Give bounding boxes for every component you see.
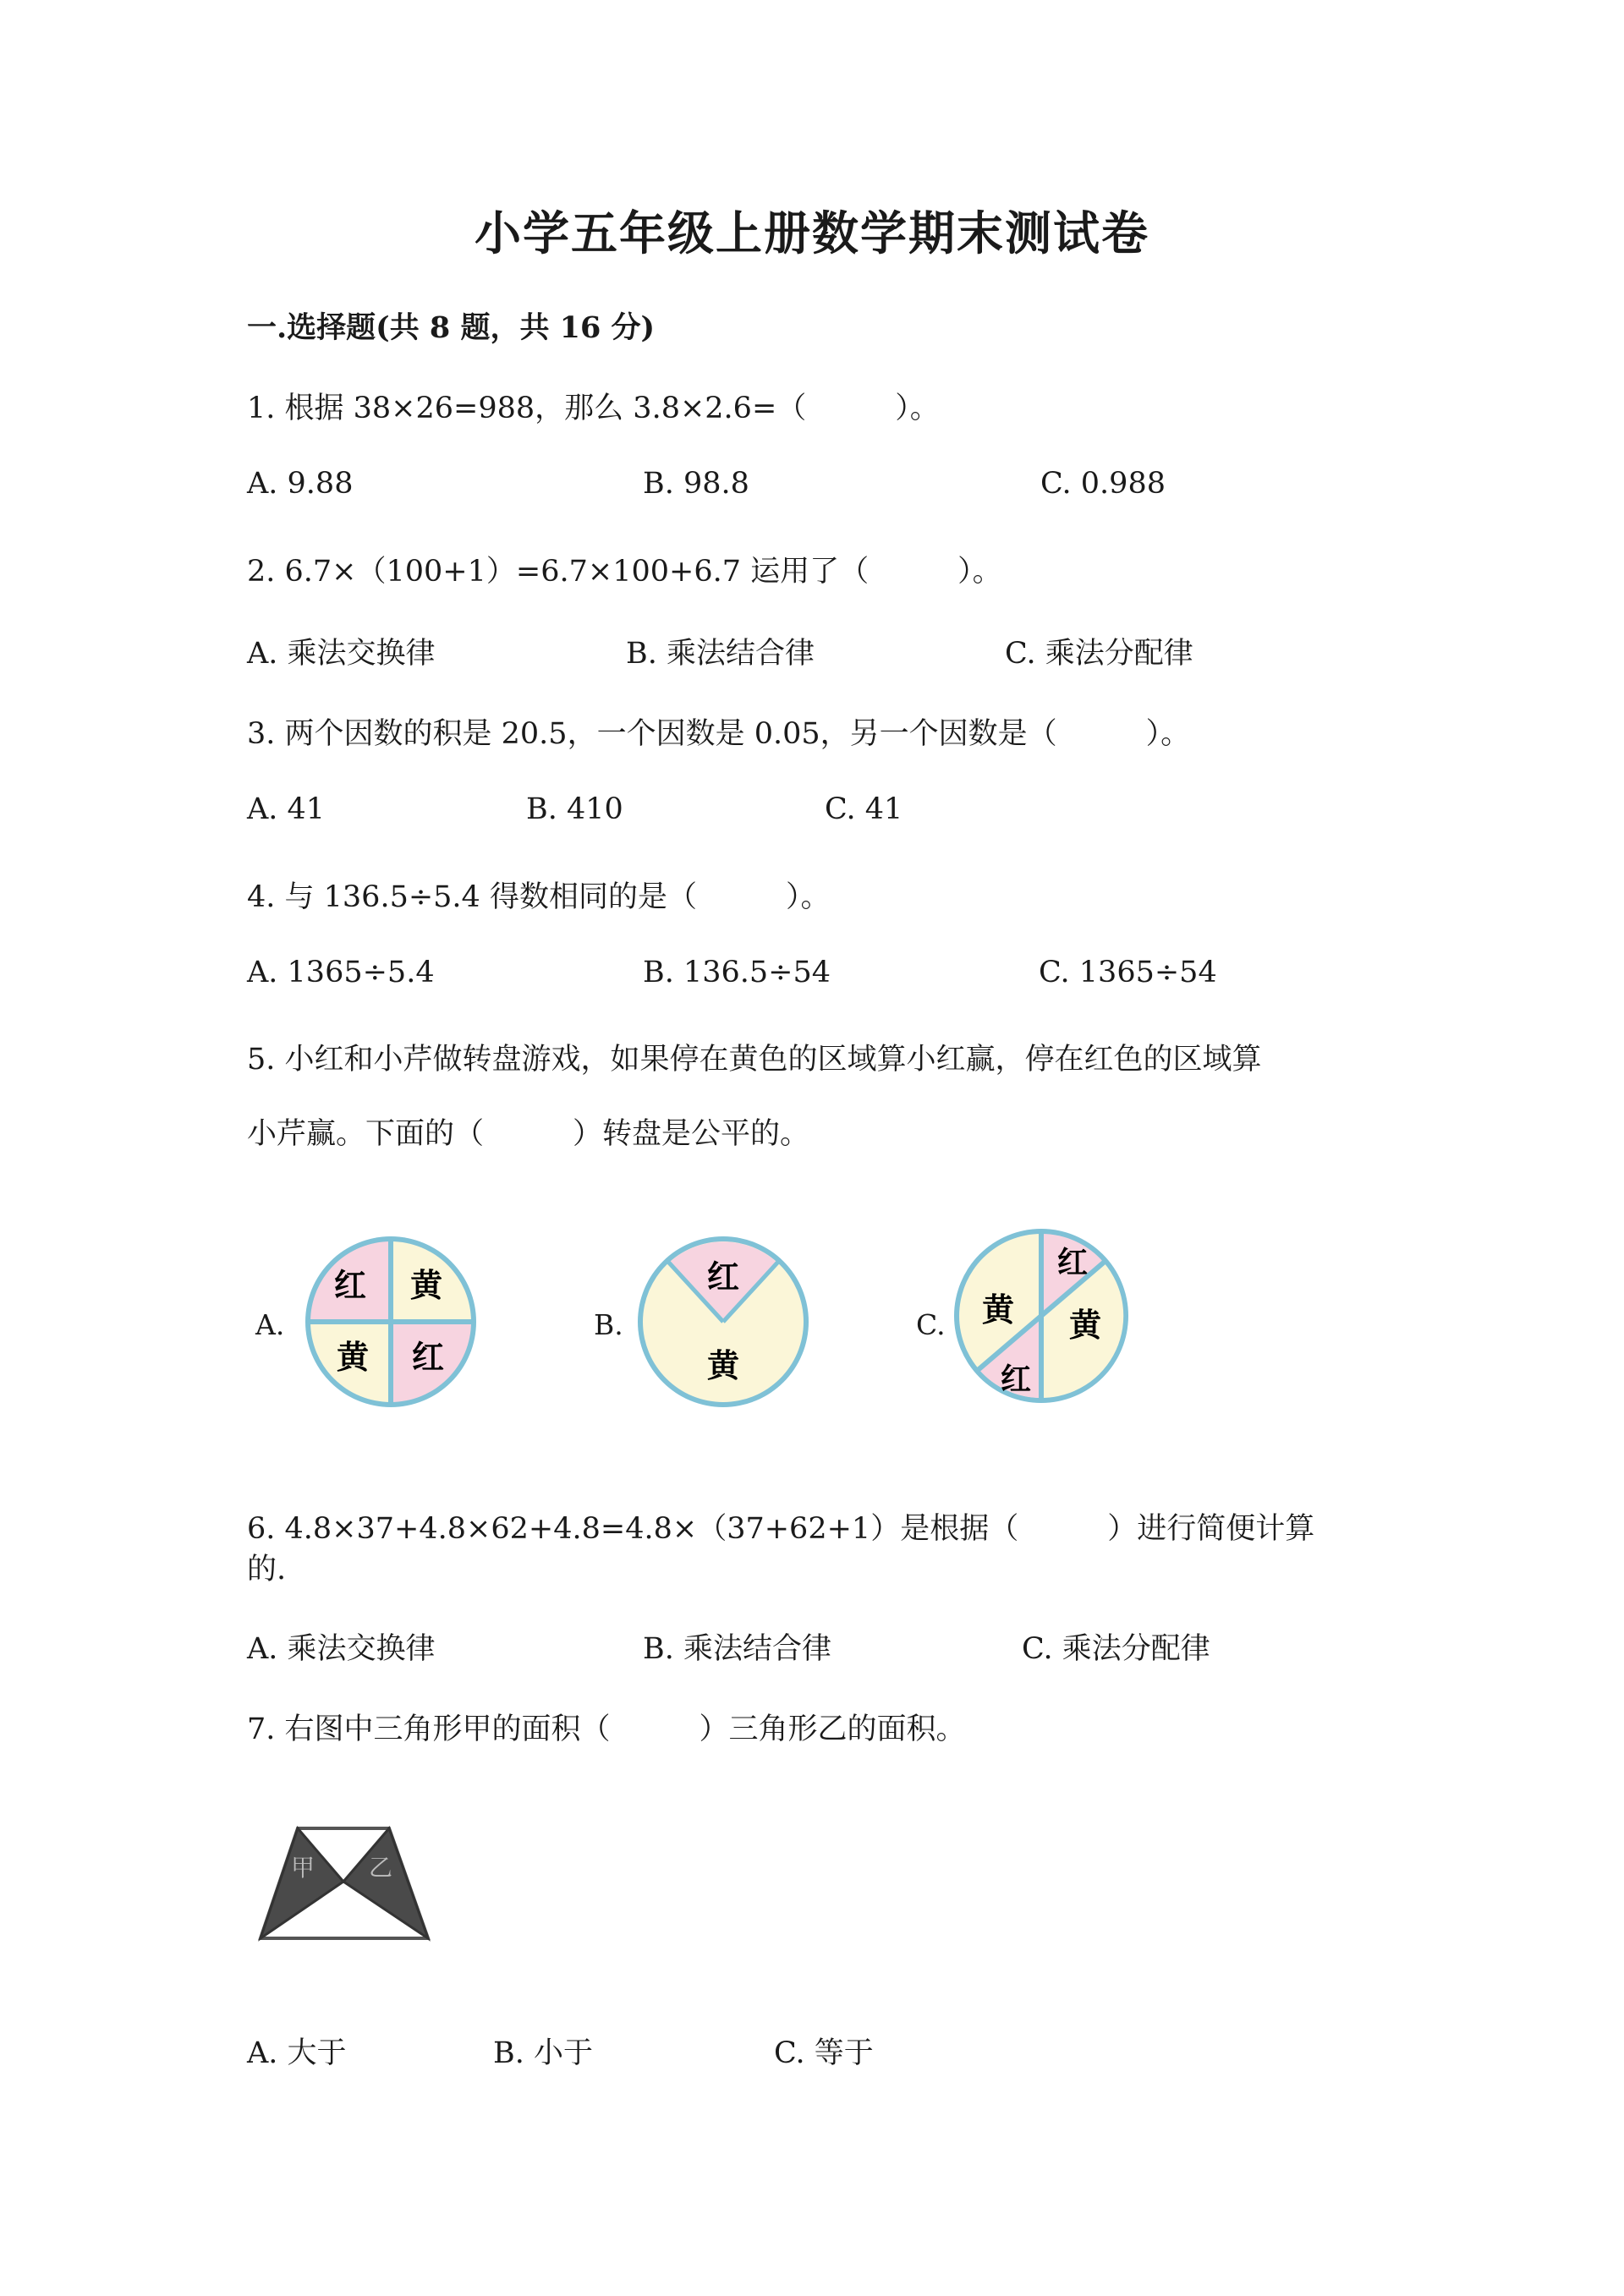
spinner-c-label-yellow: 黄 [981, 1291, 1015, 1329]
q7-option-b[interactable]: B. 小于 [493, 2036, 593, 2070]
spinner-a-label-yellow: 黄 [336, 1339, 370, 1376]
q5-option-b[interactable]: B. [594, 1308, 623, 1341]
question-2: 2. 6.7×（100+1）=6.7×100+6.7 运用了（ ）。 [247, 555, 1002, 589]
spinner-c-label-red: 红 [1056, 1246, 1089, 1280]
question-4: 4. 与 136.5÷5.4 得数相同的是（ ）。 [247, 880, 831, 914]
spinner-c [950, 1218, 1136, 1417]
spinner-a-label-yellow: 黄 [409, 1267, 443, 1304]
q3-option-c[interactable]: C. 41 [825, 792, 903, 826]
q3-option-b[interactable]: B. 410 [526, 792, 623, 826]
question-5-line-1: 5. 小红和小芹做转盘游戏，如果停在黄色的区域算小红赢，停在红色的区域算 [247, 1043, 1262, 1077]
q4-option-b[interactable]: B. 136.5÷54 [643, 956, 831, 989]
question-7: 7. 右图中三角形甲的面积（ ）三角形乙的面积。 [247, 1712, 966, 1746]
q5-option-a[interactable]: A. [255, 1308, 285, 1341]
q2-option-b[interactable]: B. 乘法结合律 [626, 637, 815, 671]
q4-option-c[interactable]: C. 1365÷54 [1039, 956, 1217, 989]
spinner-a-label-red: 红 [333, 1267, 367, 1304]
q6-option-b[interactable]: B. 乘法结合律 [643, 1632, 831, 1666]
spinner-a-label-red: 红 [411, 1339, 445, 1376]
spinner-c-label-red: 红 [1000, 1362, 1032, 1397]
q6-option-c[interactable]: C. 乘法分配律 [1022, 1632, 1210, 1666]
section-heading: 一.选择题(共 8 题，共 16 分) [247, 310, 656, 345]
q3-option-a[interactable]: A. 41 [247, 792, 326, 826]
label-yi: 乙 [368, 1854, 393, 1882]
q1-option-c[interactable]: C. 0.988 [1040, 467, 1166, 501]
q2-option-c[interactable]: C. 乘法分配律 [1005, 637, 1193, 671]
q2-option-a[interactable]: A. 乘法交换律 [247, 637, 436, 671]
spinner-b [630, 1229, 816, 1415]
question-5-line-2: 小芹赢。下面的（ ）转盘是公平的。 [247, 1117, 810, 1151]
spinner-b-label-yellow: 黄 [706, 1347, 740, 1384]
spinner-b-label-red: 红 [706, 1258, 740, 1296]
q1-option-a[interactable]: A. 9.88 [247, 467, 354, 501]
q5-option-c[interactable]: C. [916, 1308, 946, 1341]
question-1: 1. 根据 38×26=988，那么 3.8×2.6=（ ）。 [247, 392, 940, 425]
q7-option-a[interactable]: A. 大于 [247, 2036, 347, 2070]
question-6-line-2: 的. [247, 1553, 287, 1586]
spinner-a [298, 1229, 484, 1415]
spinner-c-label-yellow: 黄 [1068, 1307, 1102, 1344]
label-jia: 甲 [290, 1854, 315, 1882]
q6-option-a[interactable]: A. 乘法交换律 [247, 1632, 436, 1666]
page-title: 小学五年级上册数学期末测试卷 [474, 205, 1149, 260]
question-6-line-1: 6. 4.8×37+4.8×62+4.8=4.8×（37+62+1）是根据（ ）进行简便计算 [247, 1512, 1315, 1546]
triangles-figure [254, 1818, 436, 1945]
q4-option-a[interactable]: A. 1365÷5.4 [247, 956, 435, 989]
question-3: 3. 两个因数的积是 20.5，一个因数是 0.05，另一个因数是（ ）。 [247, 717, 1191, 751]
q1-option-b[interactable]: B. 98.8 [643, 467, 749, 501]
q7-option-c[interactable]: C. 等于 [774, 2036, 874, 2070]
